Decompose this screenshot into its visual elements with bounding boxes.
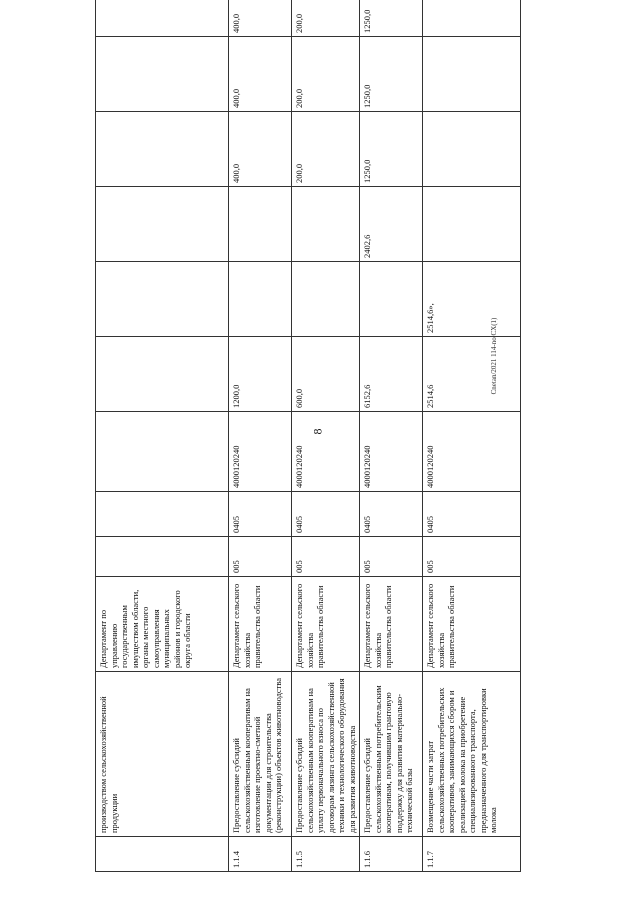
measure-text: Предоставление субсидий сельскохозяйственным потребительским кооперативам, получившим грантовую поддержку для развития материально-технической базы [360,672,423,837]
year2-value: 2402,6 [360,187,423,262]
year5-value: 1250,0 [360,0,423,37]
year1-value [360,262,423,337]
year5-value [96,0,229,37]
row-number: 1.1.7 [423,837,521,872]
year3-value [96,112,229,187]
year5-value: 200,0 [292,0,360,37]
section-code: 0405 [292,492,360,537]
year3-value: 400,0 [229,112,292,187]
responsible-dept: Департамент сельского хозяйства правительства области [229,577,292,672]
program-table [95,9,520,872]
page-number: 8 [310,428,325,435]
year4-value: 400,0 [229,37,292,112]
section-code: 0405 [423,492,521,537]
grbs-code: 005 [229,537,292,577]
year3-value [423,112,521,187]
grbs-code: 005 [292,537,360,577]
row-number: 1.1.4 [229,837,292,872]
measure-text: производством сельскохозяйственной продукции [96,672,229,837]
target-article-code: 4000120240 [360,412,423,492]
year3-value: 1250,0 [360,112,423,187]
table-row [96,0,229,872]
table-row [423,0,521,872]
total-value: 2514,6 [423,337,521,412]
total-value: 1200,0 [229,337,292,412]
section-code: 0405 [229,492,292,537]
measure-text: Возмещение части затрат сельскохозяйственных потребительских кооперативов, занимающихся сбором и реализацией молока на приобретение специализированного транспорта, предназначенного для транспортировки молока [423,672,521,837]
responsible-dept: Департамент по управлению государственным имуществом области, органы местного самоуправления муниципальных районов и городского округа области [96,577,229,672]
section-code [96,492,229,537]
year1-value: 2514,6», [423,262,521,337]
row-number: 1.1.6 [360,837,423,872]
year1-value [96,262,229,337]
year5-value: 400,0 [229,0,292,37]
responsible-dept: Департамент сельского хозяйства правительства области [292,577,360,672]
year1-value [229,262,292,337]
target-article-code [96,412,229,492]
year3-value: 200,0 [292,112,360,187]
year2-value [229,187,292,262]
year2-value [423,187,521,262]
table-row [360,0,423,872]
year2-value [292,187,360,262]
year4-value [96,37,229,112]
total-value [96,337,229,412]
table-row [229,0,292,872]
row-number [96,837,229,872]
section-code: 0405 [360,492,423,537]
target-article-code: 4000120240 [292,412,360,492]
target-article-code: 4000120240 [423,412,521,492]
year4-value: 200,0 [292,37,360,112]
responsible-dept: Департамент сельского хозяйства правительства области [423,577,521,672]
responsible-dept: Департамент сельского хозяйства правительства области [360,577,423,672]
measure-text: Предоставление субсидий сельскохозяйственным кооперативам на уплату первоначального взноса по договорам лизинга сельскохозяйственной техники и технологического оборудования для развития животноводства [292,672,360,837]
year1-value [292,262,360,337]
year2-value [96,187,229,262]
footer-code: Cnetan/2021 114-no CX(1) [490,317,498,395]
row-number: 1.1.5 [292,837,360,872]
grbs-code: 005 [423,537,521,577]
year4-value [423,37,521,112]
table-row [292,0,360,872]
measure-text: Предоставление субсидий сельскохозяйственным кооперативам на изготовление проектно-сметной документации для строительства (реконструкции) объектов животноводства [229,672,292,837]
total-value: 6152,6 [360,337,423,412]
grbs-code [96,537,229,577]
total-value: 600,0 [292,337,360,412]
target-article-code: 4000120240 [229,412,292,492]
year4-value: 1250,0 [360,37,423,112]
year5-value [423,0,521,37]
grbs-code: 005 [360,537,423,577]
